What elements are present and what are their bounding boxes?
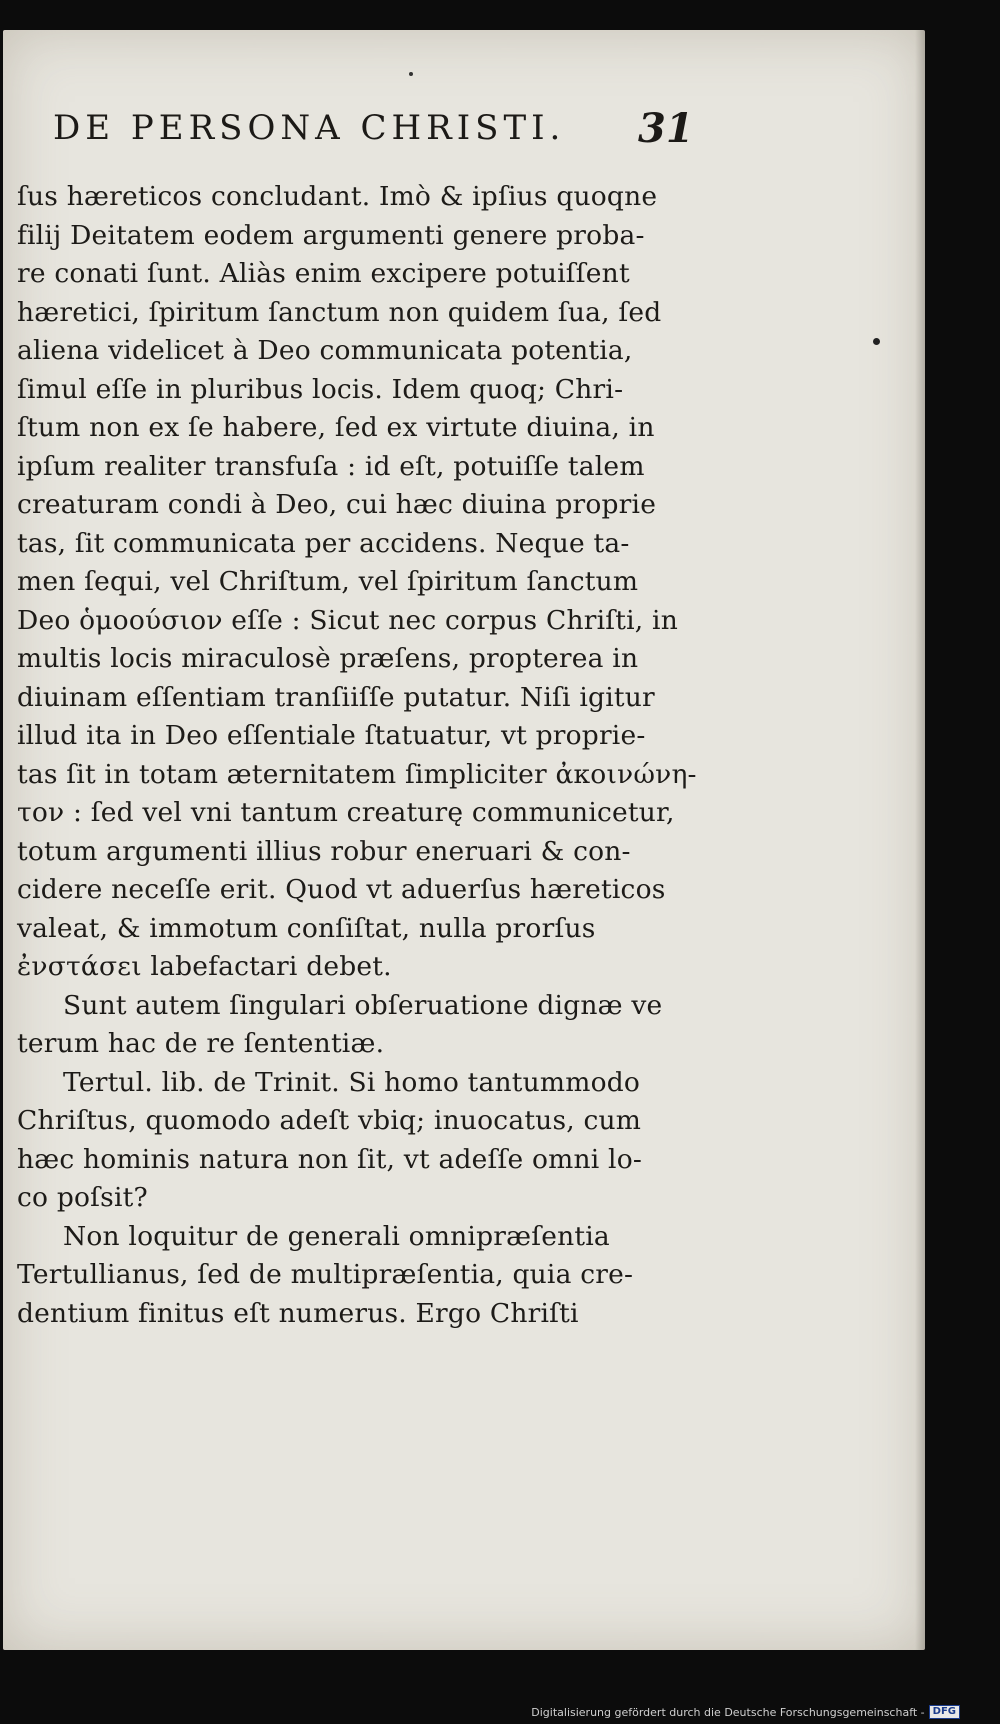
credit-text: Digitalisierung gefördert durch die Deutsche Forschungsgemeinschaft - bbox=[531, 1705, 925, 1719]
running-head: DE PERSONA CHRISTI. bbox=[53, 108, 566, 148]
text-line: hæc hominis natura non ſit, vt adeſſe omni lo- bbox=[17, 1143, 643, 1175]
margin-ink-mark bbox=[873, 338, 880, 345]
text-line: totum argumenti illius robur eneruari & con- bbox=[17, 835, 631, 867]
text-line: ipſum realiter transfuſa : id eſt, potuiſſe talem bbox=[17, 450, 645, 482]
text-line: ſimul eſſe in pluribus locis. Idem quoq; Chri- bbox=[17, 373, 624, 405]
page-number: 31 bbox=[638, 105, 694, 152]
text-line: dentium finitus eſt numerus. Ergo Chriſti bbox=[17, 1297, 579, 1329]
text-line: diuinam eſſentiam tranſiiſſe putatur. Niſi igitur bbox=[17, 681, 655, 713]
ink-dot bbox=[409, 72, 413, 76]
page-header bbox=[53, 105, 703, 158]
text-line: re conati ſunt. Aliàs enim excipere potuiſſent bbox=[17, 258, 630, 289]
text-line: hæretici, ſpiritum ſanctum non quidem ſua, ſed bbox=[17, 296, 662, 328]
dfg-logo: DFG bbox=[929, 1705, 960, 1719]
text-line: men ſequi, vel Chriſtum, vel ſpiritum ſanctum bbox=[17, 566, 639, 597]
text-line: creaturam condi à Deo, cui hæc diuina proprie bbox=[17, 489, 657, 520]
text-line: Non loquitur de generali omnipræſentia bbox=[63, 1220, 610, 1252]
text-line: terum hac de re ſententiæ. bbox=[17, 1028, 385, 1059]
text-line: ſus hæreticos concludant. Imò & ipſius quoqne bbox=[17, 181, 658, 212]
body-text bbox=[17, 178, 717, 1333]
text-line: tas, ſit communicata per accidens. Neque ta- bbox=[17, 527, 630, 559]
digitization-credit bbox=[531, 1705, 960, 1719]
book-page bbox=[3, 30, 925, 1650]
text-line: multis locis miraculosè præſens, propterea in bbox=[17, 643, 639, 674]
text-line: Tertullianus, ſed de multipræſentia, quia cre- bbox=[17, 1259, 634, 1290]
text-line: Deo ὁμοούσιον eſſe : Sicut nec corpus Chriſti, in bbox=[17, 604, 678, 636]
text-line: illud ita in Deo eſſentiale ſtatuatur, vt proprie- bbox=[17, 720, 646, 751]
text-line: τον : ſed vel vni tantum creaturę communicetur, bbox=[17, 797, 675, 828]
text-line: aliena videlicet à Deo communicata potentia, bbox=[17, 335, 633, 366]
text-line: Chriſtus, quomodo adeſt vbiq; inuocatus, cum bbox=[17, 1105, 642, 1136]
text-line: ἐνστάσει labefactari debet. bbox=[17, 951, 392, 982]
text-line: valeat, & immotum conſiſtat, nulla prorſus bbox=[17, 912, 596, 944]
text-line: tas ſit in totam æternitatem ſimpliciter ἀκοινώνη- bbox=[17, 758, 697, 790]
text-line: filij Deitatem eodem argumenti genere proba- bbox=[17, 219, 645, 251]
text-line: Sunt autem ſingulari obſeruatione dignæ ve bbox=[63, 989, 663, 1021]
text-line: ſtum non ex ſe habere, ſed ex virtute diuina, in bbox=[17, 412, 655, 443]
text-line: cidere neceſſe erit. Quod vt aduerſus hæreticos bbox=[17, 874, 666, 905]
text-line: Tertul. lib. de Trinit. Si homo tantummodo bbox=[63, 1066, 641, 1098]
text-line: co poſsit? bbox=[17, 1182, 148, 1213]
